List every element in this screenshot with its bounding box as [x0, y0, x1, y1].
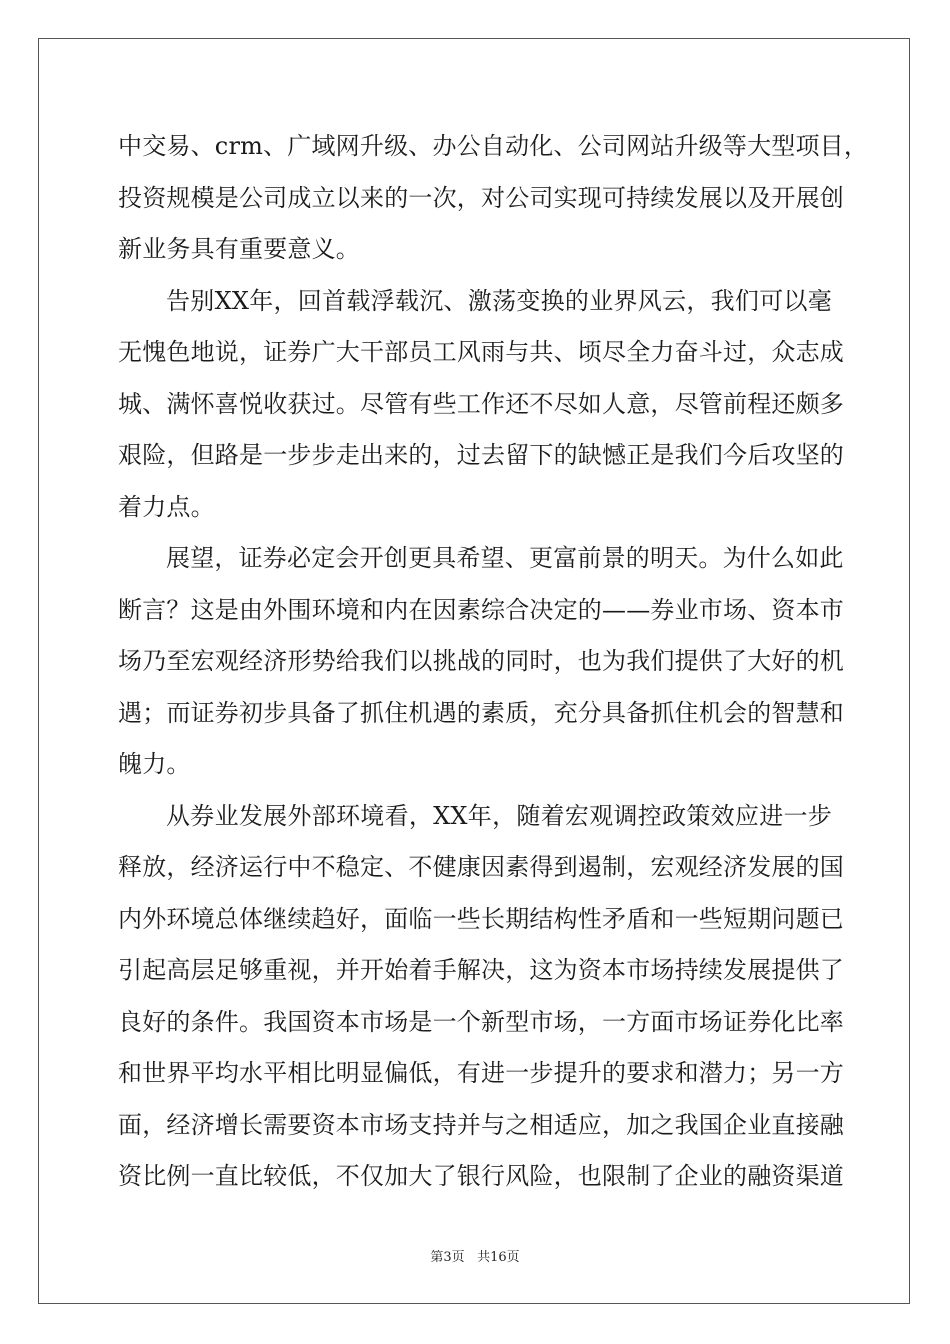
- text-line: 面，经济增长需要资本市场支持并与之相适应，加之我国企业直接融: [118, 1110, 844, 1139]
- page-footer: [0, 1246, 950, 1265]
- text-line: 内外环境总体继续趋好，面临一些长期结构性矛盾和一些短期问题已: [118, 904, 844, 933]
- page-number: 第3页: [430, 1250, 465, 1265]
- text-line: 中交易、crm、广域网升级、办公自动化、公司网站升级等大型项目，: [118, 132, 869, 160]
- page-total: 共16页: [477, 1250, 520, 1265]
- text-line: 释放，经济运行中不稳定、不健康因素得到遏制，宏观经济发展的国: [118, 853, 844, 881]
- text-line: 投资规模是公司成立以来的一次，对公司实现可持续发展以及开展创: [118, 183, 844, 212]
- text-line: 从券业发展外部环境看，XX年，随着宏观调控政策效应进一步: [166, 801, 832, 830]
- text-line: 告别XX年，回首载浮载沉、激荡变换的业界风云，我们可以毫: [166, 286, 832, 315]
- text-line: 遇；而证券初步具备了抓住机遇的素质，充分具备抓住机会的智慧和: [118, 698, 844, 727]
- text-line: 城、满怀喜悦收获过。尽管有些工作还不尽如人意，尽管前程还颇多: [118, 389, 844, 418]
- text-line: 引起高层足够重视，并开始着手解决，这为资本市场持续发展提供了: [118, 956, 844, 984]
- text-line: 展望，证券必定会开创更具希望、更富前景的明天。为什么如此: [166, 544, 844, 572]
- text-line: 场乃至宏观经济形势给我们以挑战的同时，也为我们提供了大好的机: [118, 647, 844, 675]
- text-line: 良好的条件。我国资本市场是一个新型市场，一方面市场证券化比率: [118, 1007, 844, 1036]
- text-line: 着力点。: [118, 492, 215, 521]
- text-line: 艰险，但路是一步步走出来的，过去留下的缺憾正是我们今后攻坚的: [118, 441, 844, 469]
- text-line: 资比例一直比较低，不仅加大了银行风险，也限制了企业的融资渠道: [118, 1162, 844, 1190]
- text-line: 魄力。: [118, 750, 191, 778]
- text-line: 断言？这是由外围环境和内在因素综合决定的——券业市场、资本市: [118, 595, 844, 624]
- document-body: [118, 124, 869, 1206]
- text-line: 和世界平均水平相比明显偏低，有进一步提升的要求和潜力；另一方: [118, 1059, 844, 1087]
- text-line: 新业务具有重要意义。: [118, 235, 360, 263]
- text-line: 无愧色地说，证券广大干部员工风雨与共、顷尽全力奋斗过，众志成: [118, 338, 844, 366]
